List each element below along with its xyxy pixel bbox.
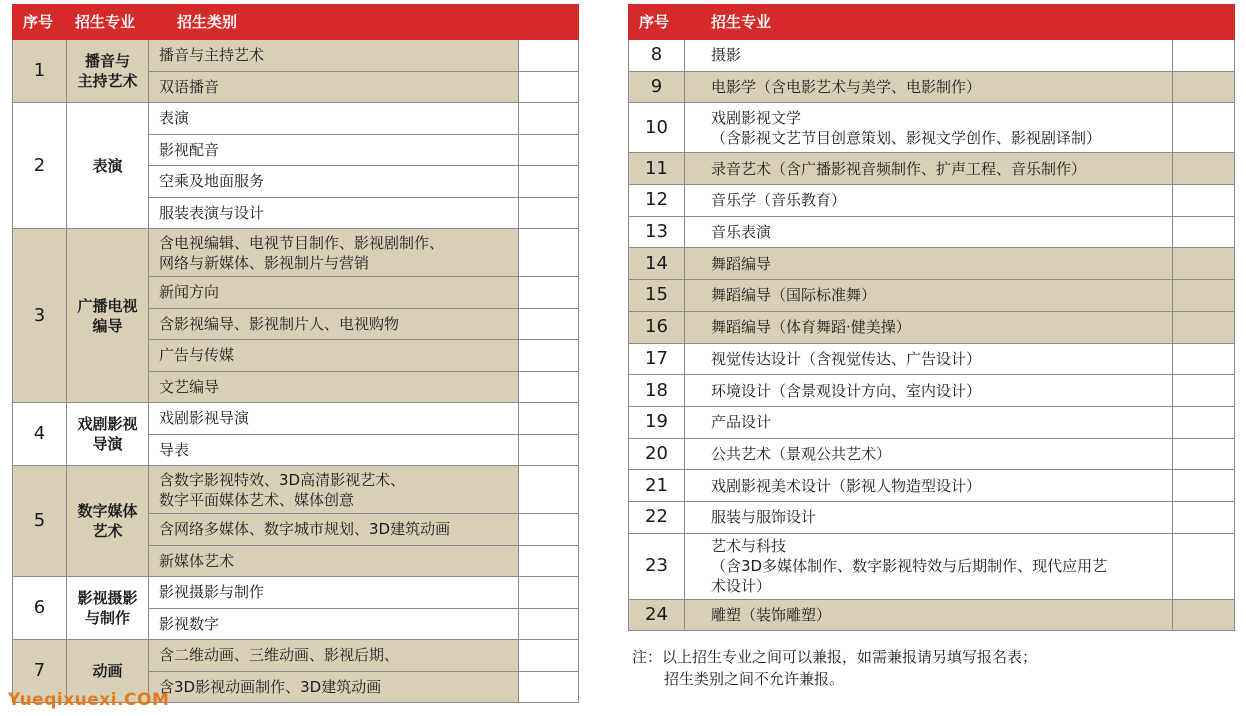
major-name: 摄影: [685, 40, 1173, 72]
blank-cell: [519, 308, 579, 340]
blank-cell: [1173, 533, 1235, 599]
row-number: 9: [629, 71, 685, 103]
left-header-row: [13, 5, 579, 40]
row-number: 21: [629, 470, 685, 502]
row-number: 10: [629, 103, 685, 153]
blank-cell: [1173, 103, 1235, 153]
major-name: 录音艺术（含广播影视音频制作、扩声工程、音乐制作）: [685, 153, 1173, 185]
blank-cell: [1173, 71, 1235, 103]
footnote-line-1: 注：以上招生专业之间可以兼报，如需兼报请另填写报名表；: [632, 648, 1038, 666]
blank-cell: [519, 545, 579, 577]
category-cell: 表演: [149, 103, 519, 135]
blank-cell: [519, 466, 579, 514]
major-name: 表演: [67, 103, 149, 229]
category-cell: 含影视编导、影视制片人、电视购物: [149, 308, 519, 340]
table-row: [629, 311, 1235, 343]
major-name: 电影学（含电影艺术与美学、电影制作）: [685, 71, 1173, 103]
category-cell: 含数字影视特效、3D高清影视艺术、 数字平面媒体艺术、媒体创意: [149, 466, 519, 514]
row-number: 11: [629, 153, 685, 185]
blank-cell: [519, 403, 579, 435]
table-row: [13, 40, 579, 72]
row-number: 1: [13, 40, 67, 103]
table-row: [629, 533, 1235, 599]
blank-cell: [519, 71, 579, 103]
category-cell: 戏剧影视导演: [149, 403, 519, 435]
blank-cell: [519, 103, 579, 135]
table-row: [629, 216, 1235, 248]
row-number: 6: [13, 577, 67, 640]
blank-cell: [1173, 216, 1235, 248]
header-major: 招生专业: [685, 5, 1235, 40]
header-major: 招生专业: [67, 5, 149, 40]
row-number: 23: [629, 533, 685, 599]
major-name: 播音与 主持艺术: [67, 40, 149, 103]
left-table: [12, 4, 579, 703]
right-table-body: [629, 40, 1235, 631]
right-header-row: [629, 5, 1235, 40]
row-number: 22: [629, 501, 685, 533]
blank-cell: [1173, 406, 1235, 438]
category-cell: 服装表演与设计: [149, 197, 519, 229]
table-row: [629, 71, 1235, 103]
category-cell: 含3D影视动画制作、3D建筑动画: [149, 671, 519, 703]
major-name: 戏剧影视 导演: [67, 403, 149, 466]
row-number: 18: [629, 375, 685, 407]
header-category: 招生类别: [149, 5, 579, 40]
footnote-line-2: 招生类别之间不允许兼报。: [664, 670, 845, 688]
major-name: 舞蹈编导（国际标准舞）: [685, 280, 1173, 312]
major-name: 艺术与科技 （含3D多媒体制作、数字影视特效与后期制作、现代应用艺 术设计）: [685, 533, 1173, 599]
major-name: 公共艺术（景观公共艺术）: [685, 438, 1173, 470]
blank-cell: [519, 371, 579, 403]
major-name: 雕塑（装饰雕塑）: [685, 599, 1173, 631]
major-name: 视觉传达设计（含视觉传达、广告设计）: [685, 343, 1173, 375]
table-row: [13, 103, 579, 135]
category-cell: 空乘及地面服务: [149, 166, 519, 198]
category-cell: 含二维动画、三维动画、影视后期、: [149, 640, 519, 672]
row-number: 2: [13, 103, 67, 229]
major-name: 舞蹈编导: [685, 248, 1173, 280]
row-number: 19: [629, 406, 685, 438]
row-number: 5: [13, 466, 67, 577]
major-name: 环境设计（含景观设计方向、室内设计）: [685, 375, 1173, 407]
table-row: [629, 103, 1235, 153]
row-number: 13: [629, 216, 685, 248]
blank-cell: [1173, 40, 1235, 72]
blank-cell: [1173, 501, 1235, 533]
watermark-logo: Yueqixuexi.COM: [8, 690, 170, 710]
blank-cell: [519, 277, 579, 309]
table-row: [629, 406, 1235, 438]
table-row: [629, 153, 1235, 185]
table-row: [629, 40, 1235, 72]
major-name: 数字媒体 艺术: [67, 466, 149, 577]
table-row: [629, 248, 1235, 280]
major-name: 舞蹈编导（体育舞蹈·健美操）: [685, 311, 1173, 343]
row-number: 3: [13, 229, 67, 403]
blank-cell: [519, 577, 579, 609]
table-row: [629, 375, 1235, 407]
major-name: 音乐学（音乐教育）: [685, 185, 1173, 217]
major-name: 戏剧影视文学 （含影视文艺节目创意策划、影视文学创作、影视剧译制）: [685, 103, 1173, 153]
row-number: 24: [629, 599, 685, 631]
row-number: 4: [13, 403, 67, 466]
table-row: [629, 438, 1235, 470]
blank-cell: [1173, 438, 1235, 470]
blank-cell: [519, 40, 579, 72]
row-number: 16: [629, 311, 685, 343]
row-number: 8: [629, 40, 685, 72]
row-number: 20: [629, 438, 685, 470]
table-row: [13, 577, 579, 609]
row-number: 14: [629, 248, 685, 280]
blank-cell: [519, 434, 579, 466]
table-row: [629, 470, 1235, 502]
table-row: [13, 466, 579, 514]
major-name: 音乐表演: [685, 216, 1173, 248]
blank-cell: [519, 608, 579, 640]
table-row: [13, 403, 579, 435]
table-row: [629, 280, 1235, 312]
category-cell: 含网络多媒体、数字城市规划、3D建筑动画: [149, 514, 519, 546]
blank-cell: [519, 640, 579, 672]
blank-cell: [1173, 343, 1235, 375]
header-seq: 序号: [629, 5, 685, 40]
blank-cell: [519, 134, 579, 166]
table-row: [629, 599, 1235, 631]
row-number: 15: [629, 280, 685, 312]
blank-cell: [1173, 248, 1235, 280]
blank-cell: [1173, 375, 1235, 407]
table-row: [629, 501, 1235, 533]
category-cell: 含电视编辑、电视节目制作、影视剧制作、 网络与新媒体、影视制片与营销: [149, 229, 519, 277]
category-cell: 广告与传媒: [149, 340, 519, 372]
category-cell: 播音与主持艺术: [149, 40, 519, 72]
blank-cell: [1173, 185, 1235, 217]
category-cell: 影视数字: [149, 608, 519, 640]
blank-cell: [1173, 280, 1235, 312]
footnote: [632, 646, 1037, 690]
category-cell: 导表: [149, 434, 519, 466]
blank-cell: [519, 197, 579, 229]
major-name: 动画: [67, 640, 149, 703]
category-cell: 新媒体艺术: [149, 545, 519, 577]
table-row: [13, 229, 579, 277]
table-row: [13, 640, 579, 672]
major-name: 服装与服饰设计: [685, 501, 1173, 533]
blank-cell: [519, 514, 579, 546]
row-number: 7: [13, 640, 67, 703]
blank-cell: [519, 671, 579, 703]
major-name: 广播电视 编导: [67, 229, 149, 403]
blank-cell: [519, 166, 579, 198]
category-cell: 影视配音: [149, 134, 519, 166]
row-number: 17: [629, 343, 685, 375]
right-table: [628, 4, 1235, 631]
row-number: 12: [629, 185, 685, 217]
table-row: [629, 185, 1235, 217]
category-cell: 双语播音: [149, 71, 519, 103]
blank-cell: [1173, 311, 1235, 343]
blank-cell: [1173, 470, 1235, 502]
blank-cell: [1173, 153, 1235, 185]
category-cell: 影视摄影与制作: [149, 577, 519, 609]
header-seq: 序号: [13, 5, 67, 40]
major-name: 产品设计: [685, 406, 1173, 438]
blank-cell: [519, 340, 579, 372]
major-name: 戏剧影视美术设计（影视人物造型设计）: [685, 470, 1173, 502]
category-cell: 新闻方向: [149, 277, 519, 309]
left-table-body: [13, 40, 579, 703]
major-name: 影视摄影 与制作: [67, 577, 149, 640]
blank-cell: [1173, 599, 1235, 631]
category-cell: 文艺编导: [149, 371, 519, 403]
blank-cell: [519, 229, 579, 277]
table-row: [629, 343, 1235, 375]
